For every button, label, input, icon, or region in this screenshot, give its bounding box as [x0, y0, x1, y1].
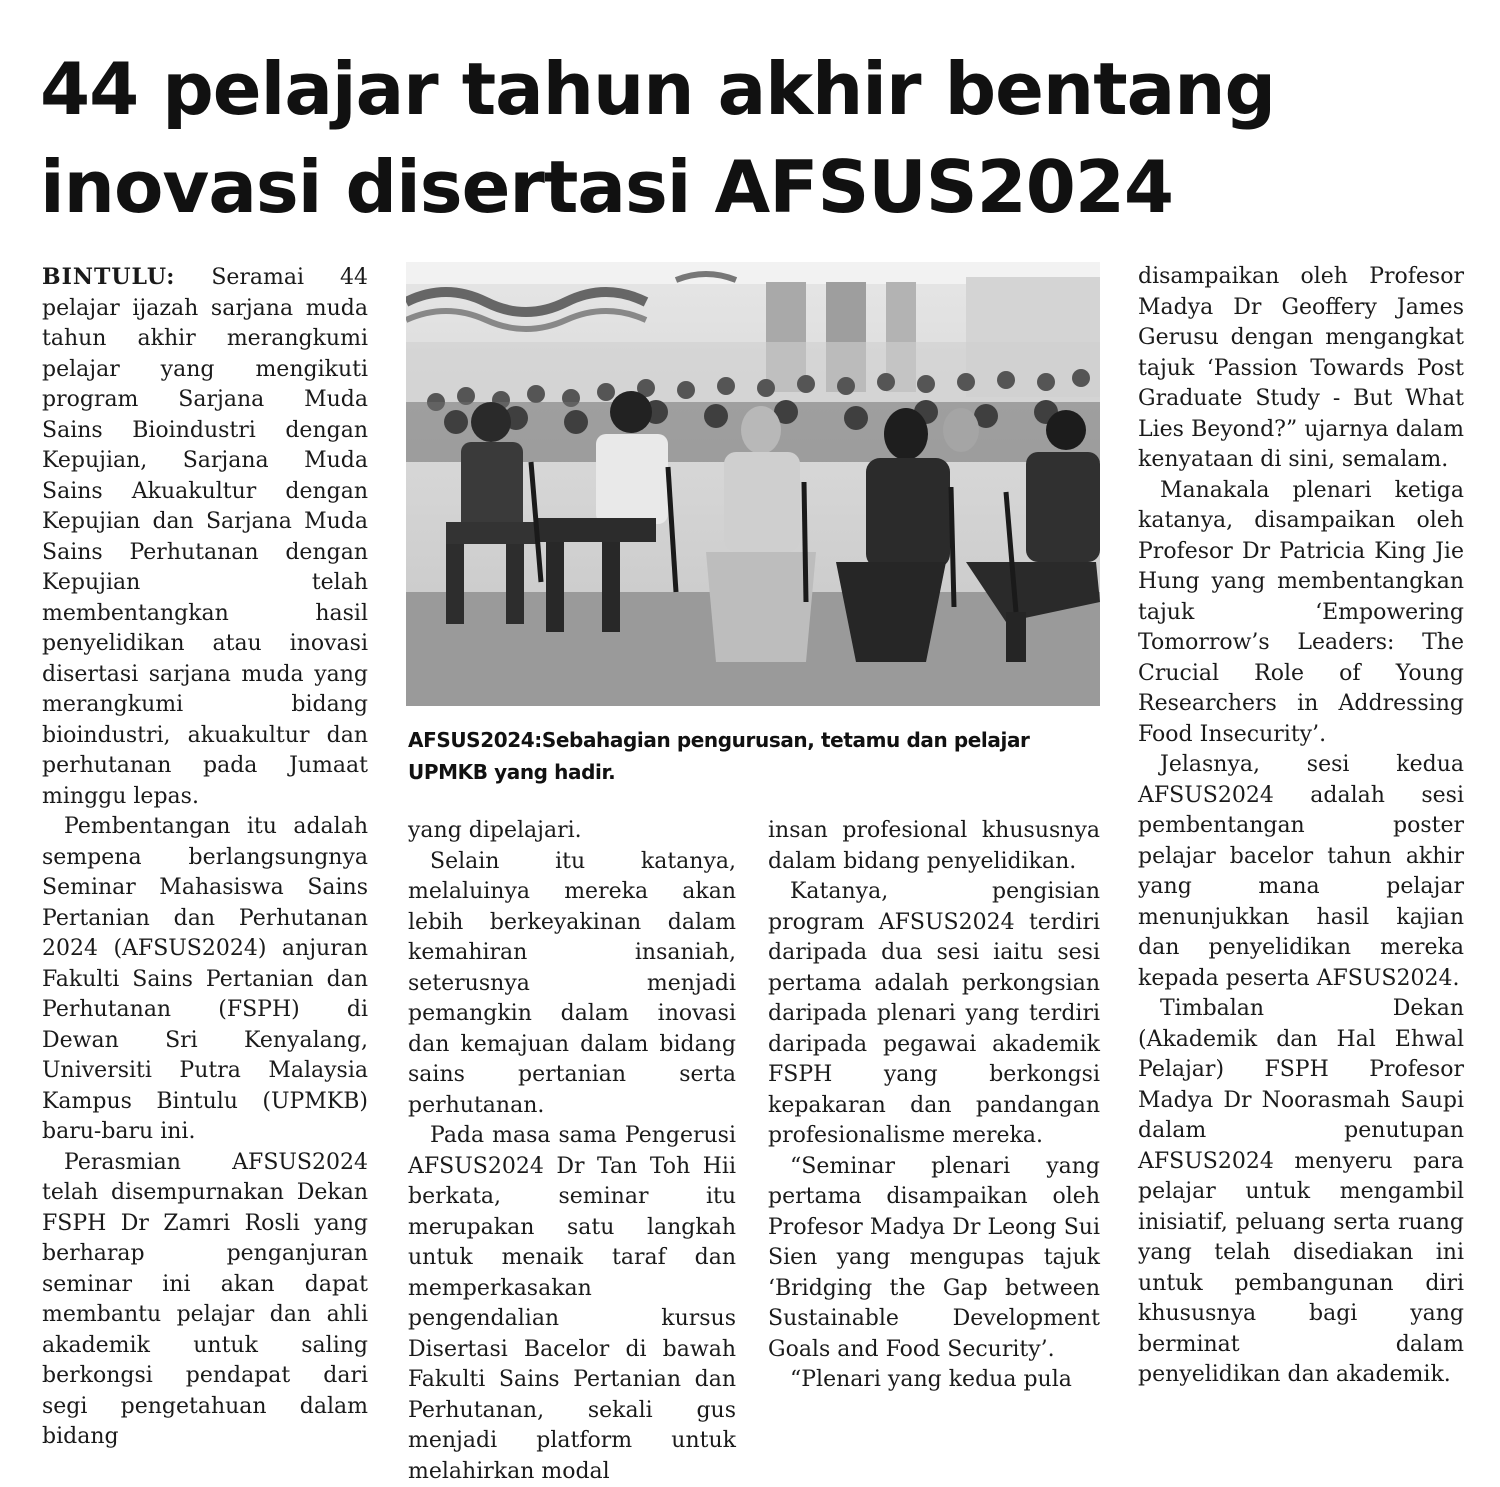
caption-label: AFSUS2024: [408, 728, 542, 752]
article-column-3 [768, 816, 1100, 1396]
photo-caption [408, 724, 1102, 788]
article-paragraph: disampaikan oleh Profesor Madya Dr Geoffery James Gerusu dengan mengangkat tajuk ‘Passion Towards Post Graduate Study - But What Lies Beyond?” ujarnya dalam kenyataan di sini, semalam. [1138, 264, 1464, 472]
article-column-4 [1138, 262, 1464, 1391]
article-paragraph: insan profesional khususnya dalam bidang penyelidikan. [768, 818, 1100, 874]
headline-line-2: inovasi disertasi AFSUS2024 [40, 145, 1174, 229]
paragraph-text: Seramai 44 pelajar ijazah sarjana muda tahun akhir merangkumi pelajar yang mengikuti program Sarjana Muda Sains Bioindustri dengan Kepujian, Sarjana Muda Sains Akuakultur dengan Kepujian dan Sarjana Muda Sains Perhutanan dengan Kepujian telah membentangkan hasil penyelidikan atau inovasi disertasi sarjana muda yang merangkumi bidang bioindustri, akuakultur dan perhutanan pada Jumaat minggu lepas. [42, 265, 368, 809]
article-paragraph: Jelasnya, sesi kedua AFSUS2024 adalah sesi pembentangan poster pelajar bacelor tahun akhir yang mana pelajar menunjukkan hasil kajian dan penyelidikan mereka kepada peserta AFSUS2024. [1138, 752, 1464, 991]
dateline: BINTULU: [42, 264, 176, 290]
article-paragraph: Pada masa sama Pengerusi AFSUS2024 Dr Tan Toh Hii berkata, seminar itu merupakan satu langkah untuk menaik taraf dan memperkasakan pengendalian kursus Disertasi Bacelor di bawah Fakulti Sains Pertanian dan Perhutanan, sekali gus menjadi platform untuk melahirkan modal [408, 1123, 736, 1484]
article-paragraph: Timbalan Dekan (Akademik dan Hal Ehwal Pelajar) FSPH Profesor Madya Dr Noorasmah Saupi dalam penutupan AFSUS2024 menyeru para pelajar untuk mengambil inisiatif, peluang serta ruang yang telah disediakan ini untuk pembangunan diri khususnya bagi yang berminat dalam penyelidikan dan akademik. [1138, 996, 1464, 1387]
article-column-2 [408, 816, 736, 1487]
article-paragraph: “Seminar plenari yang pertama disampaikan oleh Profesor Madya Dr Leong Sui Sien yang mengupas tajuk ‘Bridging the Gap between Sustainable Development Goals and Food Security’. [768, 1153, 1100, 1362]
article-paragraph: Selain itu katanya, melaluinya mereka akan lebih berkeyakinan dalam kemahiran insaniah, seterusnya menjadi pemangkin dalam inovasi dan kemajuan dalam bidang sains pertanian serta perhutanan. [408, 848, 736, 1118]
headline-line-1: 44 pelajar tahun akhir bentang [40, 47, 1275, 131]
article-column-1 [42, 262, 368, 1453]
article-paragraph: Manakala plenari ketiga katanya, disampaikan oleh Profesor Dr Patricia King Jie Hung yang membentangkan tajuk ‘Empowering Tomorrow’s Leaders: The Crucial Role of Young Researchers in Addressing Food Insecurity’. [1138, 477, 1464, 747]
article-paragraph [42, 262, 368, 812]
event-photo [406, 262, 1100, 706]
article-paragraph: Katanya, pengisian program AFSUS2024 terdiri daripada dua sesi iaitu sesi pertama adalah perkongsian daripada plenari yang terdiri daripada pegawai akademik FSPH yang berkongsi kepakaran dan pandangan profesionalisme mereka. [768, 879, 1100, 1148]
article-paragraph: Pembentangan itu adalah sempena berlangsungnya Seminar Mahasiswa Sains Pertanian dan Perhutanan 2024 (AFSUS2024) anjuran Fakulti Sains Pertanian dan Perhutanan (FSPH) di Dewan Sri Kenyalang, Universiti Putra Malaysia Kampus Bintulu (UPMKB) baru-baru ini. [42, 814, 368, 1144]
article-paragraph: yang dipelajari. [408, 818, 582, 843]
article-paragraph: Perasmian AFSUS2024 telah disempurnakan Dekan FSPH Dr Zamri Rosli yang berharap penganjuran seminar ini akan dapat membantu pelajar dan ahli akademik untuk saling berkongsi pendapat dari segi pengetahuan dalam bidang [42, 1149, 368, 1449]
headline [40, 40, 1480, 236]
caption-text: Sebahagian pengurusan, tetamu dan pelajar UPMKB yang hadir. [408, 728, 1030, 784]
article-paragraph: “Plenari yang kedua pula [790, 1367, 1072, 1392]
